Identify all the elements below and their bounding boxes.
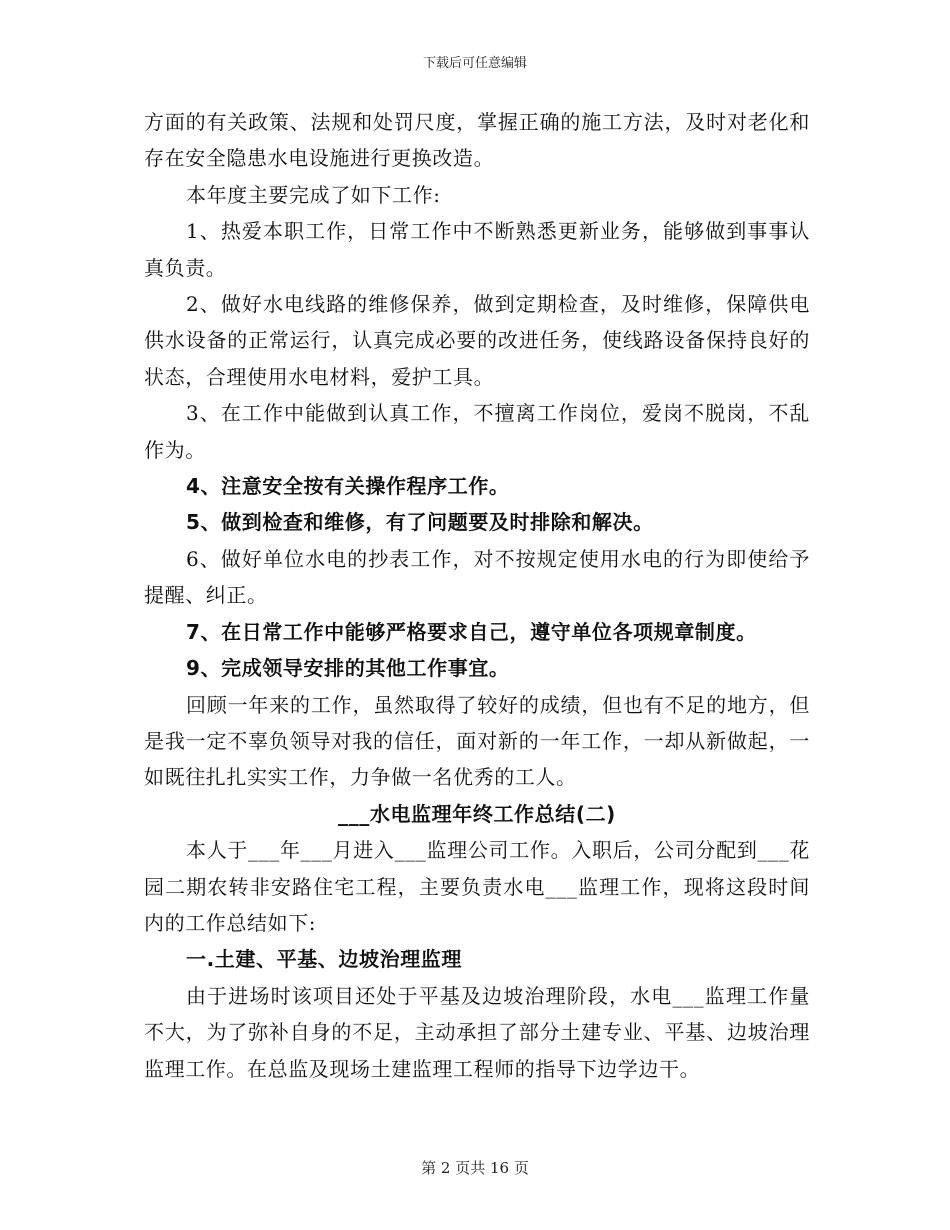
intro-paragraph: 本人于___年___月进入___监理公司工作。入职后，公司分配到___花园二期农转非安路住宅工程，主要负责水电___监理工作，现将这段时间内的工作总结如下:: [144, 838, 810, 935]
list-item-9: 9、完成领导安排的其他工作事宜。: [186, 656, 510, 681]
paragraph-2: 本年度主要完成了如下工作:: [186, 182, 441, 207]
closing-paragraph: 由于进场时该项目还处于平基及边坡治理阶段，水电___监理工作量不大，为了弥补自身的不足，主动承担了部分土建专业、平基、边坡治理监理工作。在总监及现场土建监理工程师的指导下边学边干。: [144, 983, 810, 1081]
section-title: ___水电监理年终工作总结(二): [338, 801, 616, 826]
list-item-2: 2、做好水电线路的维修保养，做到定期检查，及时维修，保障供电供水设备的正常运行，认真完成必要的改进任务，使线路设备保持良好的状态，合理使用水电材料，爱护工具。: [144, 292, 810, 389]
page-footer: 第 2 页共 16 页: [421, 1159, 529, 1177]
list-item-6: 6、做好单位水电的抄表工作，对不按规定使用水电的行为即使给予提醒、纠正。: [144, 546, 810, 608]
list-item-1: 1、热爱本职工作，日常工作中不断熟悉更新业务，能够做到事事认真负责。: [144, 219, 810, 280]
list-item-5: 5、做到检查和维修，有了问题要及时排除和解决。: [186, 510, 654, 535]
list-item-3: 3、在工作中能做到认真工作，不擅离工作岗位，爱岗不脱岗，不乱作为。: [144, 401, 810, 462]
page-header: 下载后可任意编辑: [422, 56, 527, 71]
list-item-7: 7、在日常工作中能够严格要求自己，遵守单位各项规章制度。: [186, 619, 757, 644]
document-body: [144, 104, 810, 1087]
subheading: 一.土建、平基、边坡治理监理: [186, 947, 462, 972]
paragraph-1: 方面的有关政策、法规和处罚尺度，掌握正确的施工方法，及时对老化和存在安全隐患水电设施进行更换改造。: [144, 110, 810, 171]
review-paragraph: 回顾一年来的工作，虽然取得了较好的成绩，但也有不足的地方，但是我一定不辜负领导对我的信任，面对新的一年工作，一却从新做起，一如既往扎扎实实工作，力争做一名优秀的工人。: [144, 692, 810, 790]
list-item-4: 4、注意安全按有关操作程序工作。: [186, 474, 510, 499]
